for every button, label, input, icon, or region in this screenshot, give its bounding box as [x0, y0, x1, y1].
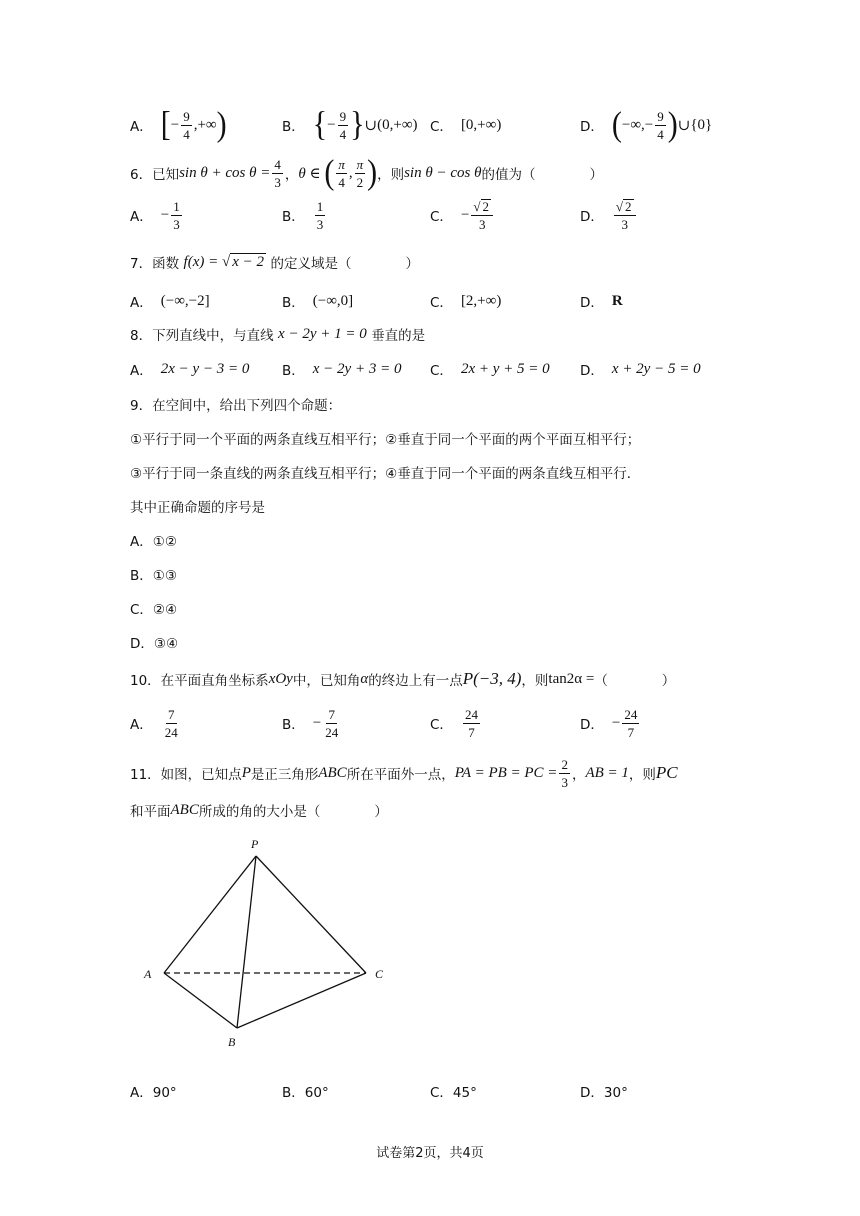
q6-option-d: D． √ 2 3: [580, 200, 638, 230]
q9-propositions-line2: ③平行于同一条直线的两条直线互相平行；④垂直于同一个平面的两条直线互相平行．: [130, 466, 641, 482]
q7-option-c: C． [2,+∞): [430, 292, 502, 311]
q9-question: 其中正确命题的序号是: [130, 500, 265, 516]
q5-option-b: [282, 105, 418, 144]
q6-option-a: A． − $\frac{1}{3}$: [130, 198, 180, 232]
option-math: { − $\frac{9}{4}$ } ∪ (0,+∞): [312, 105, 418, 144]
q6-stem: 6．已知 sin θ + cos θ = $\frac{4}{3}$ ， θ ∈ ( $\frac{\pi}{4}$ , $\frac{\pi}{2}$ ) ，则 sin θ − cos θ 的值为（ ）: [130, 153, 603, 192]
q7-options: [0, 286, 860, 316]
q8-options: [0, 354, 860, 384]
q11-option-a: A．90°: [130, 1085, 177, 1101]
q6-option-b: B． $\frac{1}{3}$: [282, 198, 324, 232]
q7-option-b: B． (−∞,0]: [282, 292, 354, 311]
option-math: ( −∞,− $\frac{9}{4}$ ) ∪ {0}: [611, 105, 713, 144]
q9-option-b: B．①③: [130, 568, 177, 584]
q11-option-b: B．60°: [282, 1085, 329, 1101]
q8-stem: 8．下列直线中，与直线 x − 2y + 1 = 0 垂直的是: [130, 325, 426, 344]
q10-option-b: B． − $\frac{7}{24}$: [282, 706, 339, 740]
q11-options: [0, 1076, 860, 1106]
q7-option-d: D． R: [580, 292, 623, 311]
tetrahedron-figure: [130, 830, 400, 1060]
q6-options: [0, 200, 860, 230]
page-footer: 试卷第2页，共4页: [376, 1146, 484, 1161]
q11-option-c: C．45°: [430, 1085, 477, 1101]
q10-option-a: A． $\frac{7}{24}$: [130, 706, 178, 740]
q9-option-c: C．②④: [130, 602, 178, 618]
vertex-label-b: B: [228, 1035, 236, 1049]
option-label: C．: [430, 119, 453, 135]
q9-propositions-line1: ①平行于同一个平面的两条直线互相平行；②垂直于同一个平面的两个平面互相平行；: [130, 432, 641, 448]
edge-bc: [237, 973, 366, 1028]
q7-stem: 7．函数 f(x) = √ x − 2 的定义域是（ ）: [130, 253, 419, 272]
q10-options: [0, 708, 860, 738]
option-math: [ − $\frac{9}{4}$ ,+∞ ): [160, 105, 227, 144]
q10-option-d: D． − $\frac{24}{7}$: [580, 706, 638, 740]
option-math: [0,+∞): [460, 116, 502, 133]
q8-option-a: A． 2x − y − 3 = 0: [130, 360, 250, 379]
q7-option-a: A． (−∞,−2]: [130, 292, 210, 311]
q9-stem: 9．在空间中，给出下列四个命题：: [130, 398, 342, 414]
edge-pb: [237, 856, 256, 1028]
edge-pc: [256, 856, 366, 973]
q11-stem-line2: 和平面 ABC 所成的角的大小是（ ）: [130, 801, 388, 820]
edge-ab: [164, 973, 237, 1028]
q5-options: [0, 105, 860, 144]
option-label: D．: [580, 119, 604, 135]
q10-stem: 10．在平面直角坐标系 xOy 中，已知角 α 的终边上有一点 P(−3, 4) ，则 tan2α = （ ）: [130, 669, 676, 689]
q11-option-d: D．30°: [580, 1085, 628, 1101]
q11-stem: 11．如图，已知点 P 是正三角形 ABC 所在平面外一点， PA = PB = PC = $\frac{2}{3}$ ， AB = 1 ，则 PC: [130, 756, 678, 790]
q9-option-a: A．①②: [130, 534, 177, 550]
option-label: B．: [282, 119, 305, 135]
edge-pa: [164, 856, 256, 973]
vertex-label-p: P: [251, 837, 259, 851]
q6-option-c: C． − √ 2 3: [430, 200, 495, 230]
q8-option-b: B． x − 2y + 3 = 0: [282, 360, 402, 379]
q5-option-c: [430, 110, 501, 140]
q5-option-a: [130, 105, 227, 144]
vertex-label-a: A: [144, 967, 152, 981]
vertex-label-c: C: [375, 967, 384, 981]
q5-option-d: [580, 105, 713, 144]
q8-option-d: D． x + 2y − 5 = 0: [580, 360, 701, 379]
option-label: A．: [130, 119, 153, 135]
q8-option-c: C． 2x + y + 5 = 0: [430, 360, 550, 379]
q9-option-d: D．③④: [130, 636, 179, 652]
q10-option-c: C． $\frac{24}{7}$: [430, 706, 478, 740]
